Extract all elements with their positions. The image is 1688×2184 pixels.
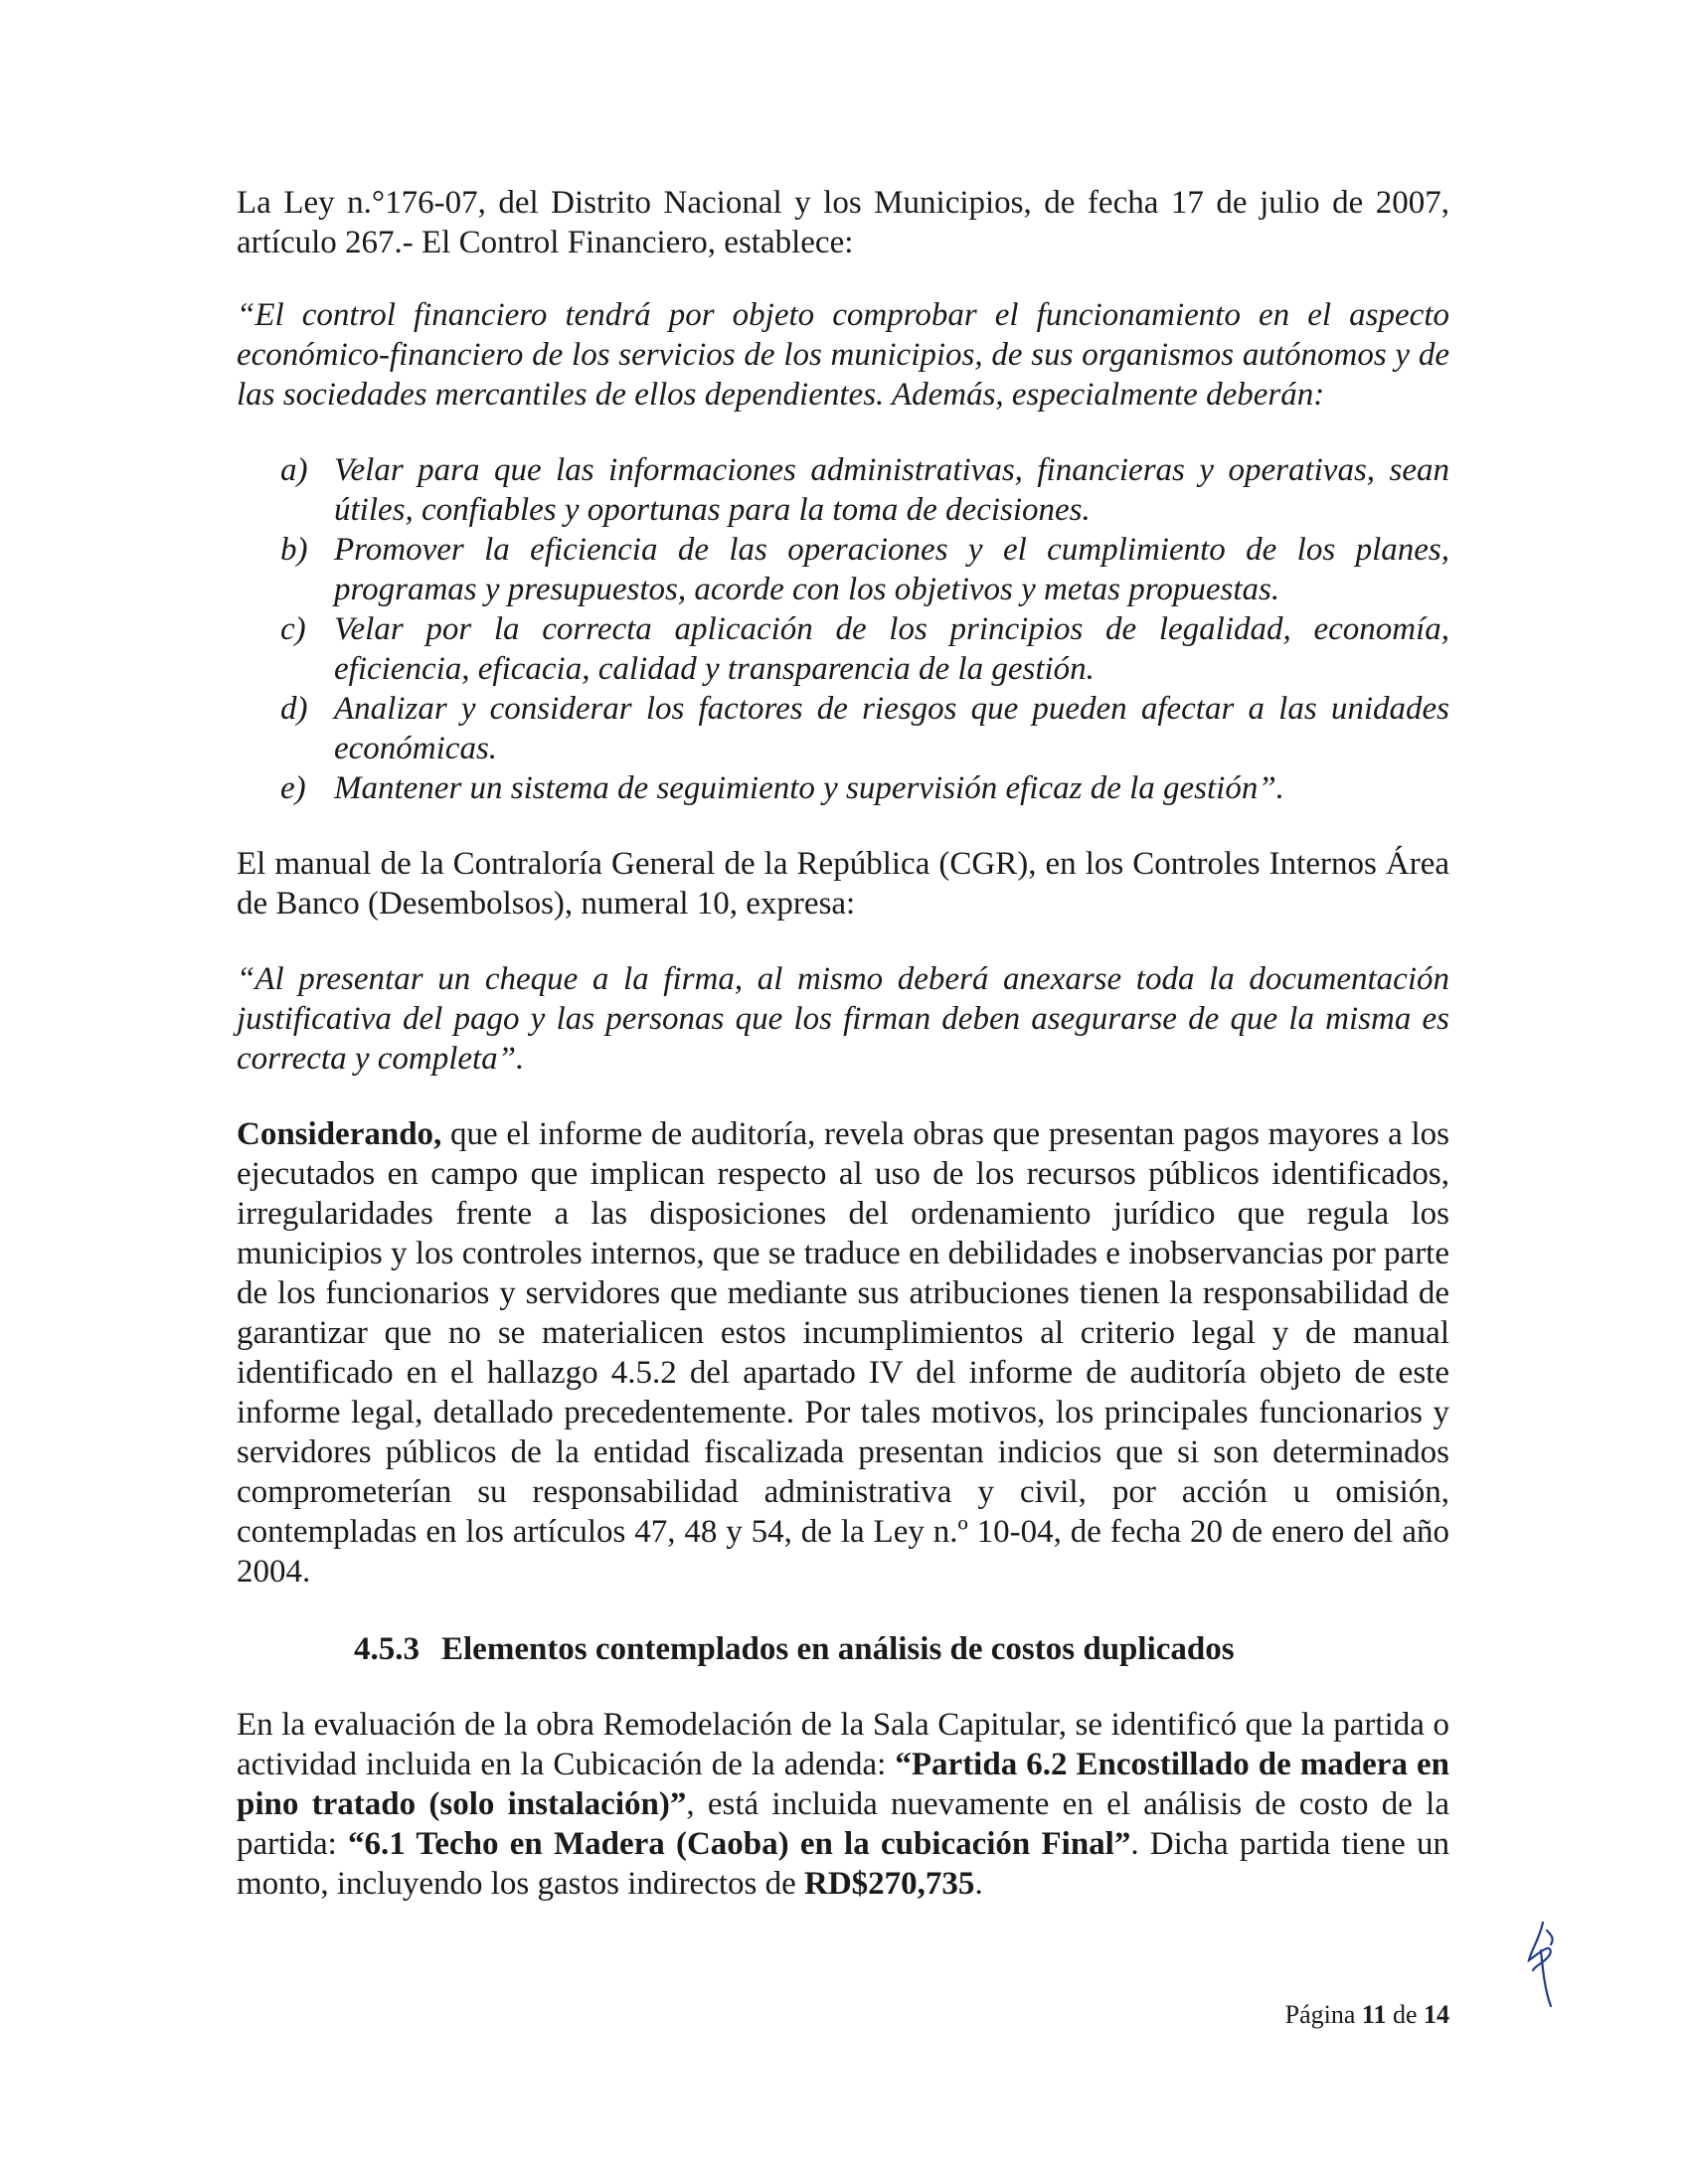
list-item: b) Promover la eficiencia de las operaciones y el cumplimiento de los planes, programas y presupuestos, acorde con los objetivos y metas propuestas. xyxy=(280,532,1449,607)
paragraph-considerando: Considerando, que el informe de auditoría, revela obras que presentan pagos mayores a los ejecutados en campo que implican respecto al uso de los recursos públicos identificados, irregularidades frente a las disposiciones del ordenamiento jurídico que regula los municipios y los controles internos, que se traduce en debilidades e inobservancias por parte de los funcionarios y servidores que mediante sus atribuciones tienen la responsabilidad de garantizar que no se materialicen estos incumplimientos al criterio legal y de manual identificado en el hallazgo 4.5.2 del apartado IV del informe de auditoría objeto de este informe legal, detallado precedentemente. Por tales motivos, los principales funcionarios y servidores públicos de la entidad fiscalizada presentan indicios que si son determinados comprometerían su responsabilidad administrativa y civil, por acción u omisión, contempladas en los artículos 47, 48 y 54, de la Ley n.º 10-04, de fecha 20 de enero del año 2004. xyxy=(237,1116,1449,1590)
section-number: 4.5.3 xyxy=(354,1631,420,1667)
paragraph-remodelacion: En la evaluación de la obra Remodelación de la Sala Capitular, se identificó que la partida o actividad incluida en la Cubicación de la adenda: “Partida 6.2 Encostillado de madera en pino tratado (solo instalación)”, está incluida nuevamente en el análisis de costo de la partida: “6.1 Techo en Madera (Caoba) en la cubicación Final”. Dicha partida tiene un monto, incluyendo los gastos indirectos de RD$270,735. xyxy=(237,1707,1450,1902)
initials-signature-icon xyxy=(1521,1921,1561,2010)
current-page: 11 xyxy=(1361,2000,1387,2029)
list-item: d) Analizar y considerar los factores de riesgos que pueden afectar a las unidades económicas. xyxy=(280,691,1449,766)
quote-control-financiero: “El control financiero tendrá por objeto comprobar el funcionamiento en el aspecto económico-financiero de los servicios de los municipios, de sus organismos autónomos y de las sociedades mercantiles de ellos dependientes. Además, especialmente deberán: xyxy=(237,297,1449,413)
page-footer: Página 11 de 14 xyxy=(1284,2000,1449,2029)
list-item: a) Velar para que las informaciones administrativas, financieras y operativas, sean útiles, confiables y oportunas para la toma de decisiones. xyxy=(280,452,1449,528)
section-title: Elementos contemplados en análisis de costos duplicados xyxy=(441,1631,1235,1667)
considerando-label: Considerando, xyxy=(237,1116,442,1152)
paragraph-law-176-07: La Ley n.°176-07, del Distrito Nacional y los Municipios, de fecha 17 de julio de 2007, artículo 267.- El Control Financiero, establece: xyxy=(237,185,1449,260)
document-page xyxy=(237,183,1449,1904)
objectives-list xyxy=(237,450,1449,808)
paragraph-cgr-manual: El manual de la Contraloría General de la República (CGR), en los Controles Internos Área de Banco (Desembolsos), numeral 10, expresa: xyxy=(237,846,1449,922)
list-item: e) Mantener un sistema de seguimiento y supervisión eficaz de la gestión”. xyxy=(280,770,1284,806)
quote-cheque: “Al presentar un cheque a la firma, al mismo deberá anexarse toda la documentación justificativa del pago y las personas que los firman deben asegurarse de que la misma es correcta y completa”. xyxy=(237,961,1449,1077)
total-pages: 14 xyxy=(1424,2000,1449,2029)
list-item: c) Velar por la correcta aplicación de los principios de legalidad, economía, eficiencia, eficacia, calidad y transparencia de la gestión. xyxy=(280,611,1449,687)
section-heading xyxy=(237,1629,1449,1669)
